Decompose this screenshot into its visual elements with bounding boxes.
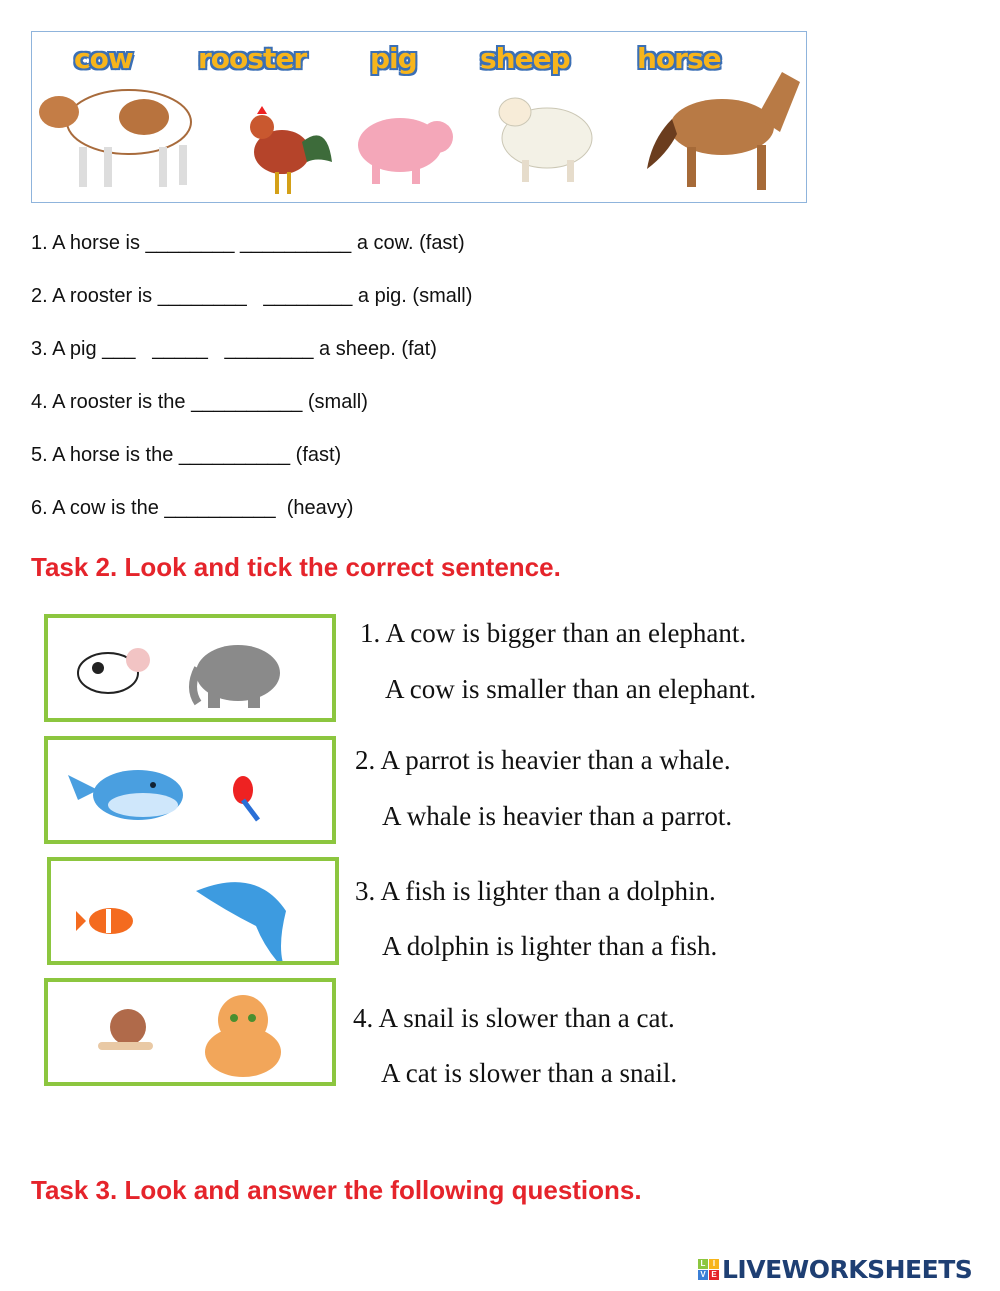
sentence-1b[interactable]: A cow is smaller than an elephant. [385, 674, 757, 704]
animal-banner [31, 31, 807, 203]
logo-tile: L [698, 1259, 708, 1269]
image-box-snail-cat [44, 978, 336, 1086]
logo-text: LIVEWORKSHEETS [722, 1255, 973, 1284]
image-box-fish-dolphin [47, 857, 339, 965]
task1-item-1: 1. A horse is ________ __________ a cow. (fast) [31, 232, 465, 254]
horse-image [642, 47, 807, 202]
logo-tile: E [709, 1270, 719, 1280]
liveworksheets-logo [698, 1255, 972, 1284]
task3-heading: Task 3. Look and answer the following questions. [31, 1175, 642, 1205]
task1-item-3: 3. A pig ___ _____ ________ a sheep. (fat) [31, 338, 437, 360]
sentence-2b[interactable]: A whale is heavier than a parrot. [382, 801, 733, 831]
label-pig: pig [370, 42, 417, 75]
label-sheep: sheep [480, 42, 570, 75]
task1-item-4: 4. A rooster is the __________ (small) [31, 391, 368, 413]
fish-dolphin-image [51, 861, 335, 961]
whale-parrot-image [48, 740, 332, 840]
label-horse: horse [637, 42, 721, 75]
sentence-2a[interactable]: 2. A parrot is heavier than a whale. [355, 745, 731, 775]
label-cow: cow [74, 42, 133, 75]
image-box-cow-elephant [44, 614, 336, 722]
cow-image [34, 77, 199, 192]
label-rooster: rooster [198, 42, 307, 75]
pig-image [352, 107, 457, 187]
snail-cat-image [48, 982, 332, 1082]
cow-elephant-image [48, 618, 332, 718]
sentence-3b[interactable]: A dolphin is lighter than a fish. [382, 931, 718, 961]
sentence-3a[interactable]: 3. A fish is lighter than a dolphin. [355, 876, 716, 906]
sentence-4a[interactable]: 4. A snail is slower than a cat. [353, 1003, 675, 1033]
task1-item-5: 5. A horse is the __________ (fast) [31, 444, 342, 466]
sentence-1a[interactable]: 1. A cow is bigger than an elephant. [360, 618, 747, 648]
rooster-image [237, 102, 337, 197]
sheep-image [487, 90, 597, 185]
task1-item-6: 6. A cow is the __________ (heavy) [31, 497, 354, 519]
logo-tile: V [698, 1270, 708, 1280]
task1-item-2: 2. A rooster is ________ ________ a pig. (small) [31, 285, 473, 307]
task2-heading: Task 2. Look and tick the correct sentence. [31, 552, 561, 582]
logo-tile: I [709, 1259, 719, 1269]
logo-tiles-icon [698, 1259, 719, 1280]
image-box-whale-parrot [44, 736, 336, 844]
sentence-4b[interactable]: A cat is slower than a snail. [381, 1058, 678, 1088]
